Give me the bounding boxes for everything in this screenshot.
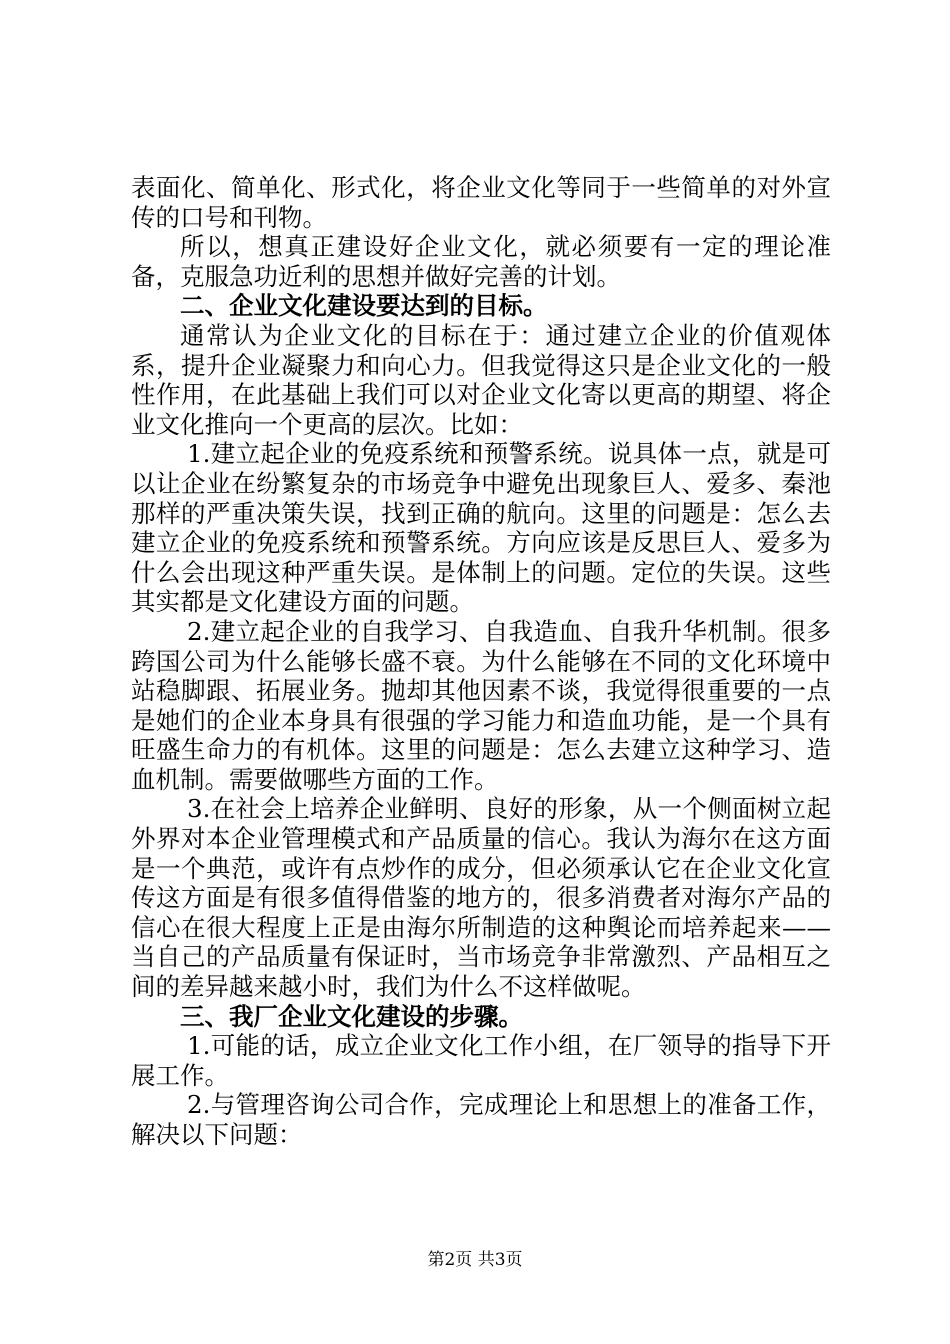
section-heading-steps: 三、我厂企业文化建设的步骤。 (180, 1001, 523, 1031)
list-item-goal-3: 3.在社会上培养企业鲜明、良好的形象，从一个侧面树立起外界对本企业管理模式和产品质量的信心。我认为海尔在这方面是一个典范，或许有点炒作的成分，但必须承认它在企业文化宣传这方面是有很多值得借鉴的地方的，很多消费者对海尔产品的信心在很大程度上正是由海尔所制造的这种舆论而培养起来——当自己的产品质量有保证时，当市场竞争非常激烈、产品相互之间的差异越来越小时，我们为什么不这样做呢。 (131, 794, 831, 1002)
list-item-goal-2: 2.建立起企业的自我学习、自我造血、自我升华机制。很多跨国公司为什么能够长盛不衰。为什么能够在不同的文化环境中站稳脚跟、拓展业务。抛却其他因素不谈，我觉得很重要的一点是她们的企业本身具有很强的学习能力和造血功能，是一个具有旺盛生命力的有机体。这里的问题是：怎么去建立这种学习、造血机制。需要做哪些方面的工作。 (131, 616, 831, 794)
document-body (131, 173, 831, 1150)
page-footer: 第2页 共3页 (427, 1250, 523, 1270)
paragraph: 所以，想真正建设好企业文化，就必须要有一定的理论准备，克服急功近利的思想并做好完善的计划。 (131, 232, 831, 291)
list-item-step-1: 1.可能的话，成立企业文化工作小组，在厂领导的指导下开展工作。 (131, 1031, 831, 1090)
paragraph-continuation: 表面化、简单化、形式化，将企业文化等同于一些简单的对外宣传的口号和刊物。 (131, 173, 831, 232)
list-item-goal-1: 1.建立起企业的免疫系统和预警系统。说具体一点，就是可以让企业在纷繁复杂的市场竞争中避免出现象巨人、爱多、秦池那样的严重决策失误，找到正确的航向。这里的问题是：怎么去建立企业的免疫系统和预警系统。方向应该是反思巨人、爱多为什么会出现这种严重失误。是体制上的问题。定位的失误。这些其实都是文化建设方面的问题。 (131, 439, 831, 617)
paragraph: 通常认为企业文化的目标在于：通过建立企业的价值观体系，提升企业凝聚力和向心力。但我觉得这只是企业文化的一般性作用，在此基础上我们可以对企业文化寄以更高的期望、将企业文化推向一个更高的层次。比如： (131, 320, 831, 439)
list-item-step-2: 2.与管理咨询公司合作，完成理论上和思想上的准备工作，解决以下问题： (131, 1090, 831, 1149)
section-heading-goals: 二、企业文化建设要达到的目标。 (180, 291, 548, 321)
